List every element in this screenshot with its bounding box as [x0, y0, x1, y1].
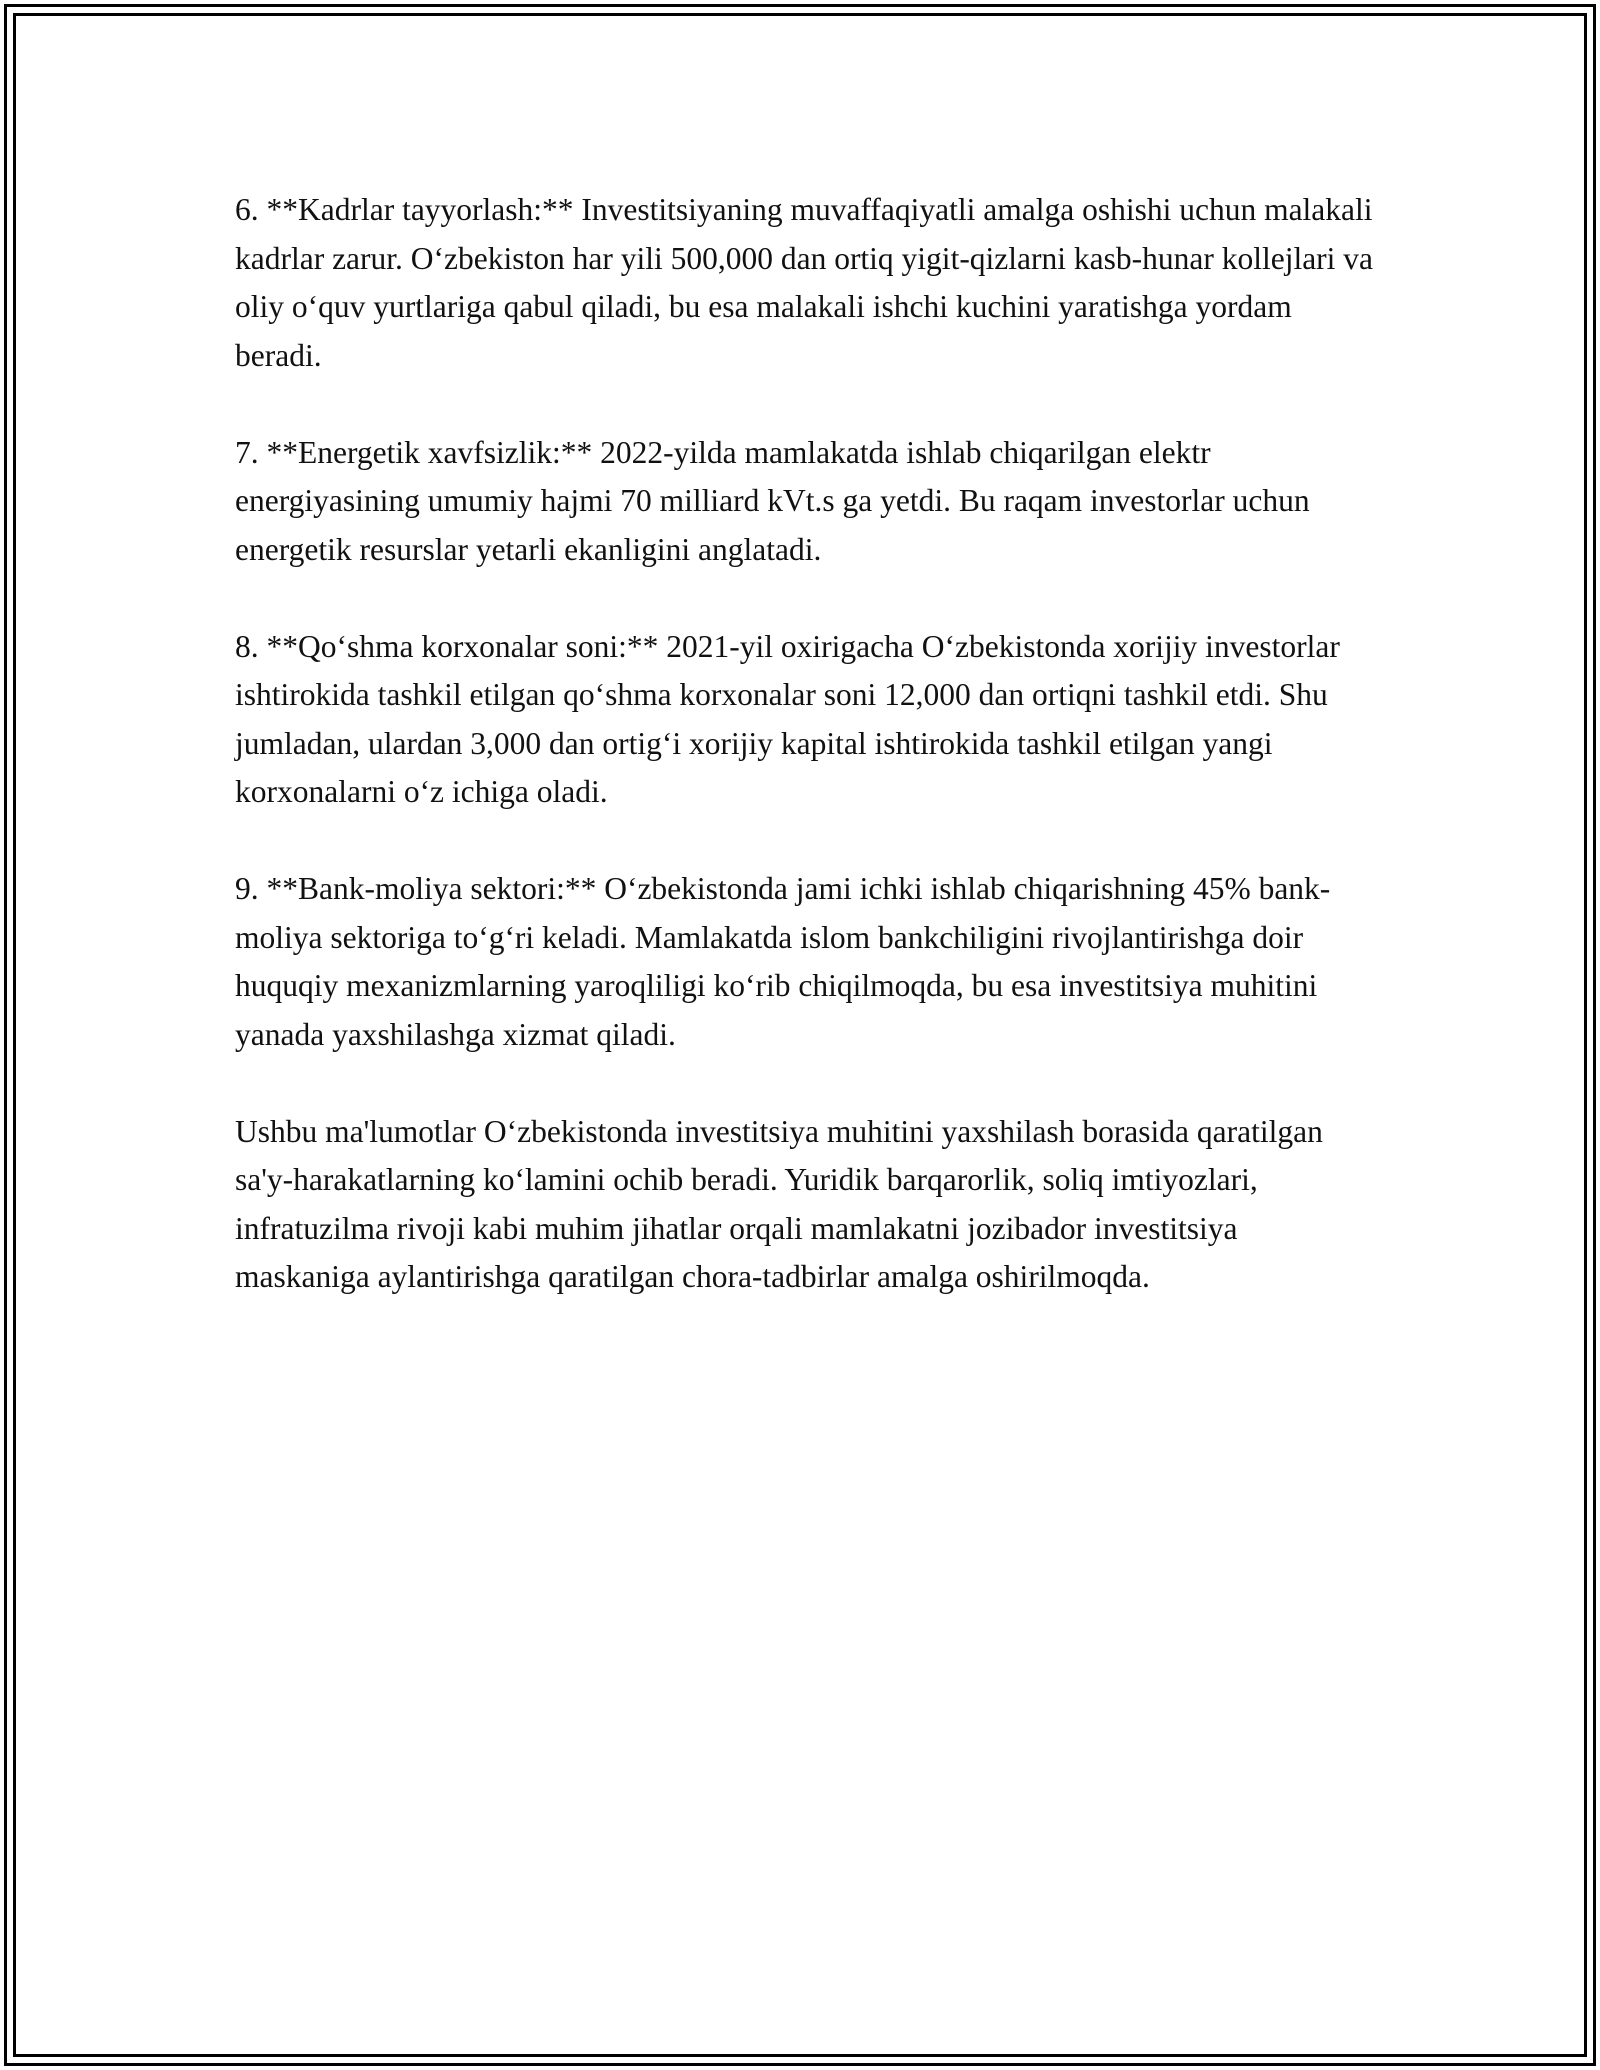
paragraph-bank-moliya: 9. **Bank-moliya sektori:** O‘zbekistonda jami ichki ishlab chiqarishning 45% bank-moliya sektoriga to‘g‘ri keladi. Mamlakatda islom bankchiligini rivojlantirishga doir huquqiy mexanizmlarning yaroqliligi ko‘rib chiqilmoqda, bu esa investitsiya muhitini yanada yaxshilashga xizmat qiladi.	[235, 871, 1331, 1052]
paragraph-qoshma-korxonalar: 8. **Qo‘shma korxonalar soni:** 2021-yil oxirigacha O‘zbekistonda xorijiy investorlar ishtirokida tashkil etilgan qo‘shma korxonalar soni 12,000 dan ortiqni tashkil etdi. Shu jumladan, ulardan 3,000 dan ortig‘i xorijiy kapital ishtirokida tashkil etilgan yangi korxonalarni o‘z ichiga oladi.	[235, 628, 1340, 809]
paragraph-conclusion: Ushbu ma'lumotlar O‘zbekistonda investitsiya muhitini yaxshilash borasida qaratilgan sa'y-harakatlarning ko‘lamini ochib beradi. Yuridik barqarorlik, soliq imtiyozlari, infratuzilma rivoji kabi muhim jihatlar orqali mamlakatni jozibador investitsiya maskaniga aylantirishga qaratilgan chora-tadbirlar amalga oshirilmoqda.	[235, 1113, 1323, 1294]
paragraph-energetik-xavfsizlik: 7. **Energetik xavfsizlik:** 2022-yilda mamlakatda ishlab chiqarilgan elektr energiyasining umumiy hajmi 70 milliard kVt.s ga yetdi. Bu raqam investorlar uchun energetik resurslar yetarli ekanligini anglatadi.	[235, 434, 1310, 567]
document-body	[235, 186, 1375, 1350]
paragraph-kadrlar-tayyorlash: 6. **Kadrlar tayyorlash:** Investitsiyaning muvaffaqiyatli amalga oshishi uchun malakali kadrlar zarur. O‘zbekiston har yili 500,000 dan ortiq yigit-qizlarni kasb-hunar kollejlari va oliy o‘quv yurtlariga qabul qiladi, bu esa malakali ishchi kuchini yaratishga yordam beradi.	[235, 192, 1374, 373]
